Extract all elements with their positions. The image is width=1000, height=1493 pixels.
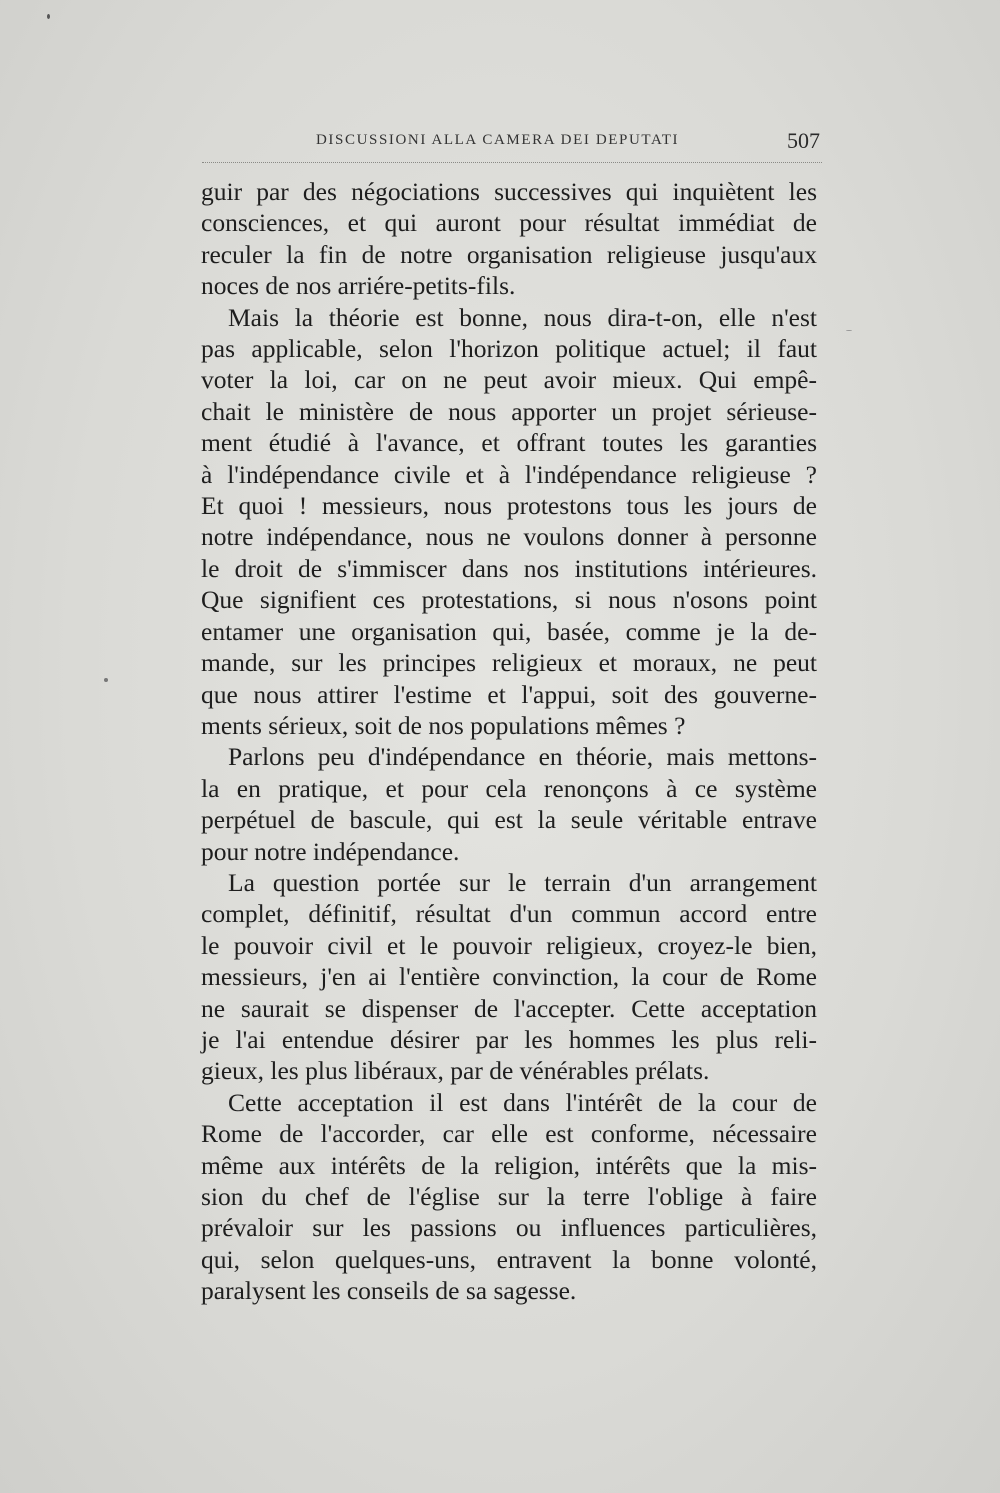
text-line: perpétuel de bascule, qui est la seule véritable entrave	[201, 805, 817, 835]
text-line: je l'ai entendue désirer par les hommes les plus reli-	[201, 1024, 817, 1054]
text-line: paralysent les conseils de sa sagesse.	[201, 1276, 577, 1306]
text-line: gieux, les plus libéraux, par de vénérables prélats.	[201, 1056, 710, 1086]
text-line: consciences, et qui auront pour résultat immédiat de	[201, 208, 817, 238]
text-line: ments sérieux, soit de nos populations mêmes ?	[201, 710, 686, 740]
text-line: à l'indépendance civile et à l'indépendance religieuse ?	[201, 459, 817, 489]
paper-speck	[47, 14, 50, 19]
text-line: reculer la fin de notre organisation religieuse jusqu'aux	[201, 239, 817, 269]
text-line: qui, selon quelques-uns, entravent la bonne volonté,	[201, 1244, 817, 1274]
running-title: DISCUSSIONI ALLA CAMERA DEI DEPUTATI	[316, 132, 680, 148]
text-line: la en pratique, et pour cela renonçons à ce système	[201, 773, 817, 803]
text-line: ment étudié à l'avance, et offrant toutes les garanties	[201, 428, 817, 458]
text-line: Parlons peu d'indépendance en théorie, mais mettons-	[228, 742, 817, 772]
text-line: que nous attirer l'estime et l'appui, soit des gouverne-	[201, 679, 817, 709]
body-text	[201, 176, 817, 1307]
text-line: La question portée sur le terrain d'un arrangement	[228, 867, 817, 897]
text-line: noces de nos arriére-petits-fils.	[201, 271, 516, 301]
text-line: Que signifient ces protestations, si nous n'osons point	[201, 585, 817, 615]
text-line: ne saurait se dispenser de l'accepter. Cette acceptation	[201, 993, 817, 1023]
text-line: voter la loi, car on ne peut avoir mieux. Qui empê-	[201, 365, 817, 395]
text-line: mande, sur les principes religieux et moraux, ne peut	[201, 648, 817, 678]
text-line: chait le ministère de nous apporter un projet sérieuse-	[201, 396, 817, 426]
paper-speck	[846, 330, 852, 331]
text-line: pour notre indépendance.	[201, 836, 460, 866]
text-line: complet, définitif, résultat d'un commun accord entre	[201, 899, 817, 929]
text-line: entamer une organisation qui, basée, comme je la de-	[201, 616, 817, 646]
paper-speck	[104, 678, 108, 682]
text-line: Mais la théorie est bonne, nous dira-t-on, elle n'est	[228, 302, 817, 332]
text-line: pas applicable, selon l'horizon politique actuel; il faut	[201, 334, 817, 364]
text-line: Cette acceptation il est dans l'intérêt de la cour de	[228, 1087, 817, 1117]
page-number: 507	[787, 128, 820, 153]
text-line: Rome de l'accorder, car elle est conforme, nécessaire	[201, 1119, 817, 1149]
text-line: le pouvoir civil et le pouvoir religieux, croyez-le bien,	[201, 930, 817, 960]
text-line: messieurs, j'en ai l'entière convinction, la cour de Rome	[201, 962, 817, 992]
text-line: le droit de s'immiscer dans nos institutions intérieures.	[201, 553, 817, 583]
text-line: Et quoi ! messieurs, nous protestons tous les jours de	[201, 491, 817, 521]
running-head	[202, 128, 822, 163]
text-line: sion du chef de l'église sur la terre l'oblige à faire	[201, 1182, 817, 1211]
text-line: même aux intérêts de la religion, intérêts que la mis-	[201, 1150, 817, 1180]
text-line: prévaloir sur les passions ou influences particulières,	[201, 1213, 817, 1243]
text-line: guir par des négociations successives qui inquiètent les	[201, 177, 817, 206]
text-line: notre indépendance, nous ne voulons donner à personne	[201, 522, 817, 552]
